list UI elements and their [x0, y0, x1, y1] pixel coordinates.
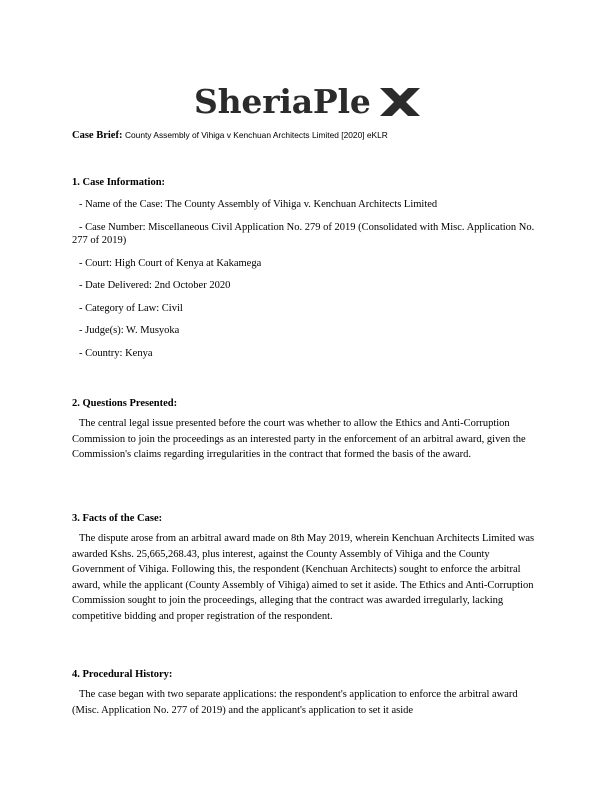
info-item-court: - Court: High Court of Kenya at Kakamega [79, 257, 262, 269]
case-brief-title: County Assembly of Vihiga v Kenchuan Architects Limited [2020] eKLR [124, 130, 388, 140]
info-item-judges: - Judge(s): W. Musyoka [79, 325, 180, 336]
info-item-case-number: - Case Number: Miscellaneous Civil Application No. 279 of 2019 (Consolidated with Misc. Application No. 277 of 2019) [72, 221, 535, 246]
info-item-category: - Category of Law: Civil [79, 302, 183, 314]
facts-text: The dispute arose from an arbitral award made on 8th May 2019, wherein Kenchuan Architects Limited was awarded Kshs. 25,665,268.43, plus interest, against the County Assembly of Vihiga and the County Government of Vihiga. Following this, the respondent (Kenchuan Architects) sought to enforce the arbitral award, while the applicant (County Assembly of Vihiga) aimed to set it aside. The Ethics and Anti-Corruption Commission sought to join the proceedings, alleging that the contract was awarded irregularly, lacking competitive bidding and proper registration of the respondent. [72, 533, 535, 622]
section-heading-questions-presented: 2. Questions Presented: [72, 398, 178, 409]
case-brief-label: Case Brief: [72, 130, 123, 141]
info-item-country: - Country: Kenya [79, 347, 153, 359]
section-heading-case-information: 1. Case Information: [72, 177, 166, 188]
questions-presented-text: The central legal issue presented before the court was whether to allow the Ethics and Anti-Corruption Commission to join the proceedings as an interested party in the enforcement of an arbitral award, given the Commission's claims regarding irregularities in the contract that formed the basis of the award. [72, 418, 526, 460]
logo-text: SheriaPle [194, 82, 371, 121]
info-item-date: - Date Delivered: 2nd October 2020 [79, 280, 231, 291]
procedural-history-section [72, 668, 542, 718]
procedural-history-text: The case began with two separate applications: the respondent's application to enforce the arbitral award (Misc. Application No. 277 of 2019) and the applicant's application to set it aside [72, 689, 518, 716]
sheriaplex-logo [0, 76, 612, 124]
section-heading-procedural-history: 4. Procedural History: [72, 669, 173, 680]
case-information-section [72, 176, 542, 360]
facts-section [72, 512, 542, 624]
section-heading-facts: 3. Facts of the Case: [72, 513, 163, 524]
questions-presented-section [72, 397, 542, 463]
logo-x-mark-icon [380, 88, 420, 116]
case-brief-line [72, 129, 542, 142]
info-item-name: - Name of the Case: The County Assembly of Vihiga v. Kenchuan Architects Limited [79, 199, 438, 210]
